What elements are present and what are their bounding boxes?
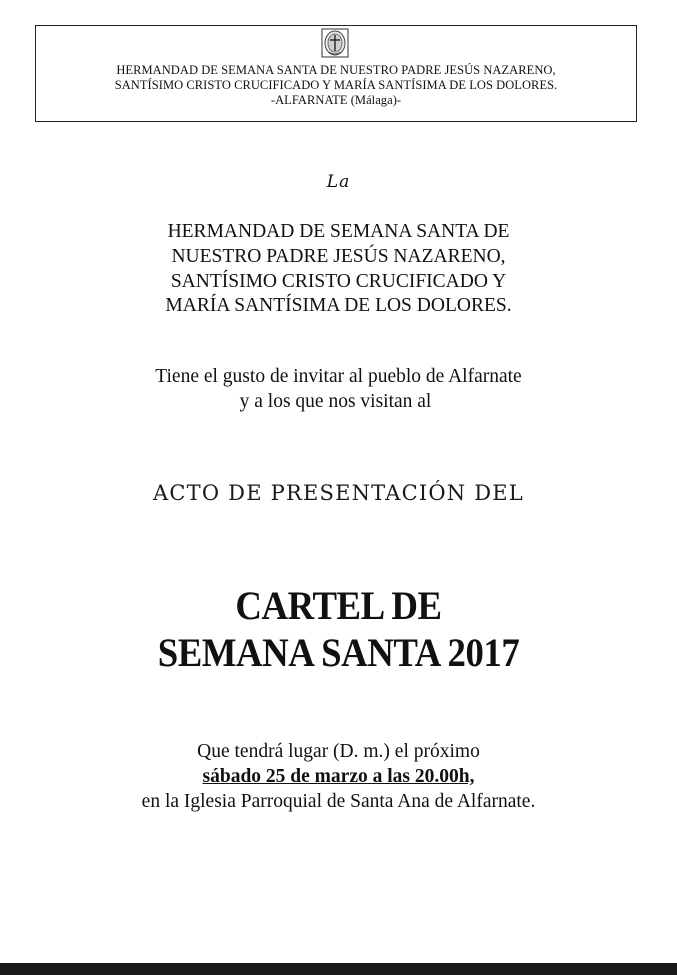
invitation-line-1: Tiene el gusto de invitar al pueblo de Alfarnate [155, 366, 522, 387]
act-title: ACTO DE PRESENTACIÓN DEL [153, 481, 524, 505]
organization-line-3: SANTÍSIMO CRISTO CRUCIFICADO Y [170, 271, 507, 292]
brotherhood-crest-icon [321, 28, 349, 58]
letterhead-line-3: -ALFARNATE (Málaga)- [270, 93, 402, 107]
event-location: en la Iglesia Parroquial de Santa Ana de Alfarnate. [141, 791, 536, 812]
poster-title-line-2: SEMANA SANTA 2017 [157, 630, 520, 675]
event-date: sábado 25 de marzo a las 20.00h, [202, 766, 475, 787]
intro-article: La [326, 172, 351, 192]
bottom-edge-bar [0, 963, 677, 975]
invitation-line-2: y a los que nos visitan al [239, 391, 432, 412]
poster-title-line-1: CARTEL DE [235, 583, 442, 628]
event-intro: Que tendrá lugar (D. m.) el próximo [197, 741, 480, 762]
letterhead-line-2: SANTÍSIMO CRISTO CRUCIFICADO Y MARÍA SANTÍSIMA DE LOS DOLORES. [114, 78, 558, 92]
letterhead-line-1: HERMANDAD DE SEMANA SANTA DE NUESTRO PADRE JESÚS NAZARENO, [116, 63, 556, 77]
letterhead-box [35, 25, 637, 122]
organization-line-1: HERMANDAD DE SEMANA SANTA DE [167, 221, 510, 242]
organization-line-4: MARÍA SANTÍSIMA DE LOS DOLORES. [165, 295, 512, 316]
organization-line-2: NUESTRO PADRE JESÚS NAZARENO, [171, 246, 506, 267]
